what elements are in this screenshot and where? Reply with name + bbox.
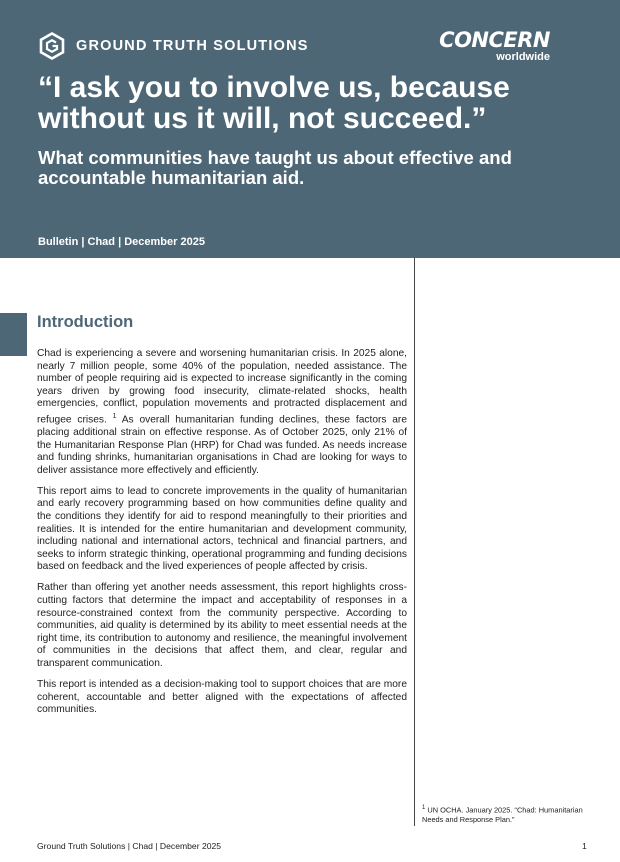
column-divider bbox=[414, 258, 415, 826]
concern-tagline: worldwide bbox=[496, 51, 550, 63]
page-number: 1 bbox=[582, 841, 587, 851]
section-title: Introduction bbox=[37, 313, 134, 331]
footnote-text: UN OCHA. January 2025. “Chad: Humanitarian Needs and Response Plan.” bbox=[422, 805, 583, 825]
body-text bbox=[37, 348, 407, 725]
paragraph-1: Chad is experiencing a severe and worsening humanitarian crisis. In 2025 alone, nearly 7 million people, some 40% of the population, needed assistance. The number of people requiring aid is expected to increase significantly in the coming years driven by growing food insecurity, climate-related shocks, health emergencies, conflict, population movements and protracted displacement and refugee crises. $^1$ As overall humanitarian funding declines, these factors are placing additional strain on effective response. As of October 2025, only 21% of the Humanitarian Response Plan (HRP) for Chad was funded. As needs increase and funding shrinks, humanitarian organisations in Chad are looking for ways to deliver assistance more effectively and efficiently. bbox=[37, 348, 407, 476]
paragraph-3: Rather than offering yet another needs assessment, this report highlights cross-cutting factors that determine the impact and acceptability of responses in a resource-constrained context from the community perspective. According to communities, aid quality is determined by its ability to meet essential needs at the right time, its contribution to autonomy and resilience, the meaningful involvement of communities in the decisions that affect them, and clear, regular and transparent communication. bbox=[37, 582, 407, 670]
concern-logo bbox=[439, 30, 550, 63]
concern-name: CONCERN bbox=[439, 28, 550, 52]
footer-text: Ground Truth Solutions | Chad | December 2025 bbox=[37, 841, 222, 851]
footnote-number: 1 bbox=[422, 805, 426, 811]
paragraph-2: This report aims to lead to concrete improvements in the quality of humanitarian and early recovery programming based on how communities define quality and the conditions they identify for aid to respond meaningfully to their priorities and realities. It is intended for the entire humanitarian and development community, including national and international actors, technical and financial partners, and seeks to inform strategic thinking, operational programming and funding decisions based on feedback and the lived experiences of people affected by crisis. bbox=[37, 485, 407, 573]
footnote-ref[interactable]: 1 bbox=[112, 412, 117, 420]
footnote bbox=[422, 803, 602, 825]
paragraph-4: This report is intended as a decision-making tool to support choices that are more coherent, accountable and better aligned with the expectations of affected communities. bbox=[37, 679, 407, 716]
org-name: GROUND TRUTH SOLUTIONS bbox=[76, 38, 309, 54]
page-title: “I ask you to involve us, because without us it will, not succeed.” bbox=[38, 71, 510, 135]
gts-logo bbox=[38, 32, 309, 60]
gts-hexagon-icon bbox=[38, 32, 66, 60]
section-marker bbox=[0, 313, 27, 356]
bulletin-meta: Bulletin | Chad | December 2025 bbox=[38, 236, 205, 248]
page-subtitle: What communities have taught us about effective and accountable humanitarian aid. bbox=[38, 147, 512, 188]
header-banner bbox=[0, 0, 620, 258]
